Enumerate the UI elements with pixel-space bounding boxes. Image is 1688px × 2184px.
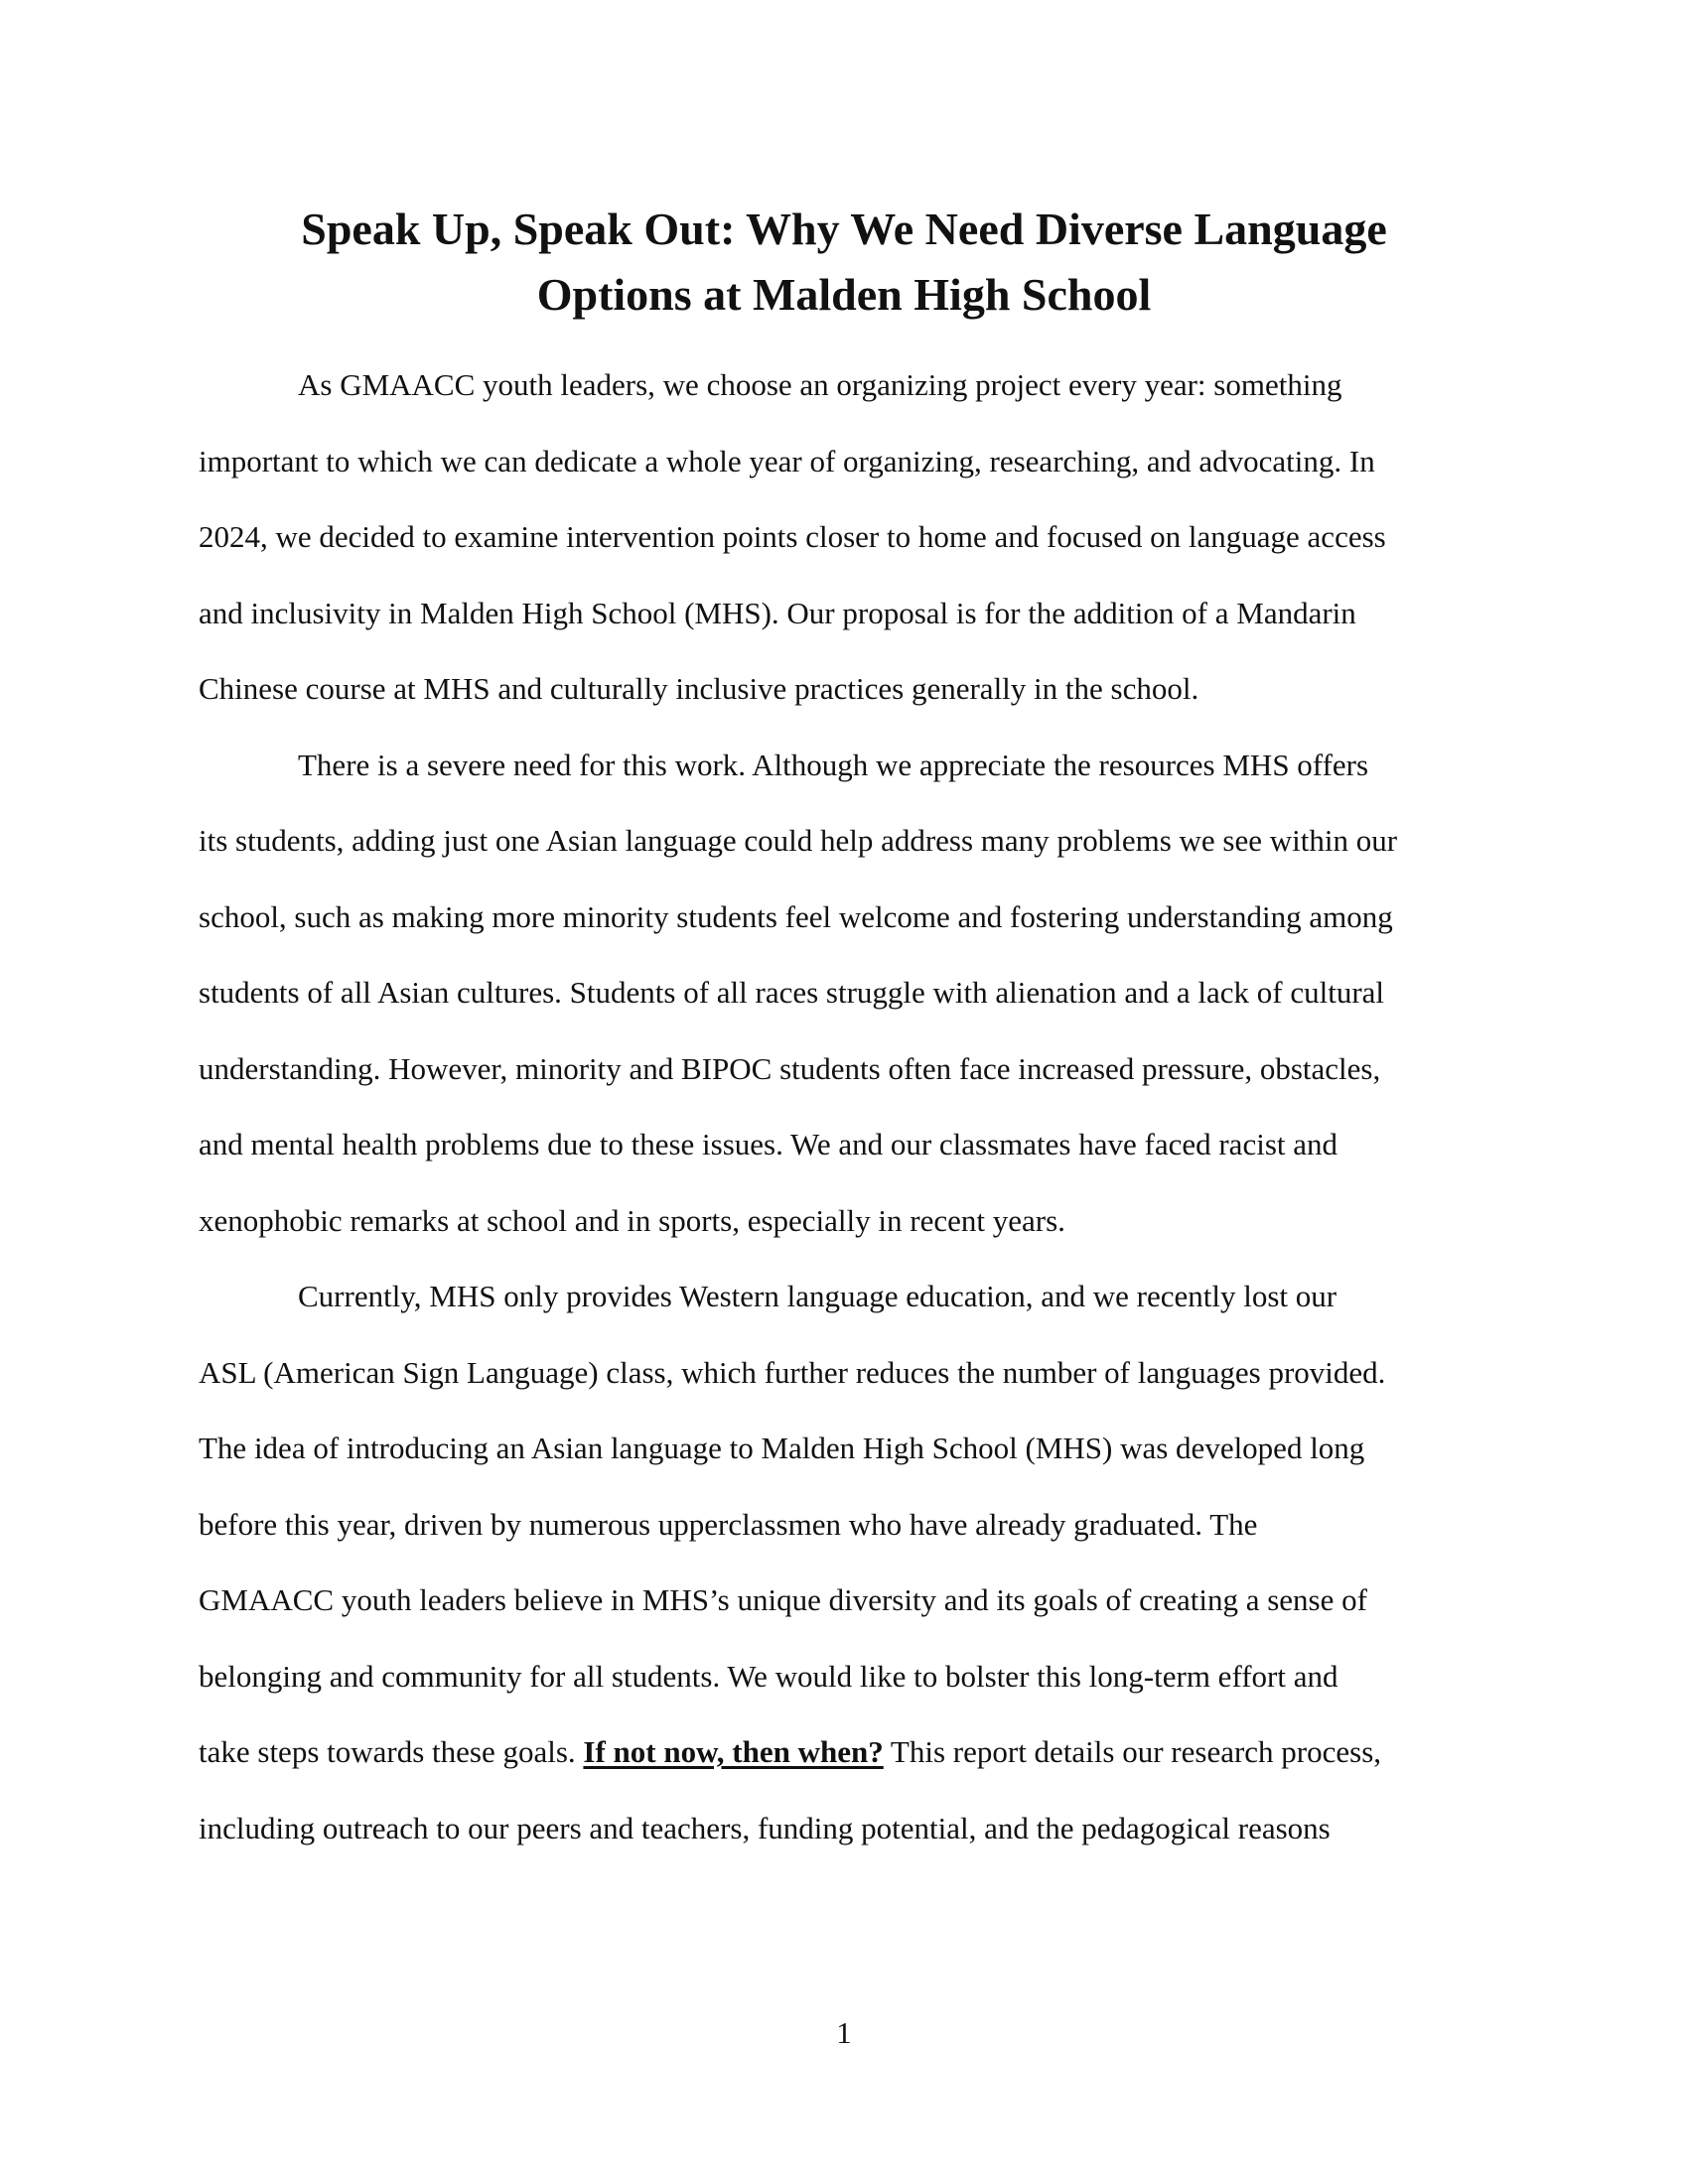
text-fragment: take steps towards these goals. <box>199 1734 584 1769</box>
text-line: GMAACC youth leaders believe in MHS’s unique diversity and its goals of creating a sense of <box>199 1582 1367 1617</box>
text-line: As GMAACC youth leaders, we choose an organizing project every year: something <box>298 367 1342 402</box>
text-line: Chinese course at MHS and culturally inclusive practices generally in the school. <box>199 671 1199 706</box>
text-line: There is a severe need for this work. Although we appreciate the resources MHS offers <box>298 747 1369 782</box>
text-fragment: This report details our research process, <box>883 1734 1382 1769</box>
text-line: The idea of introducing an Asian language to Malden High School (MHS) was developed long <box>199 1431 1365 1465</box>
page-number: 1 <box>836 2015 852 2050</box>
text-line: and inclusivity in Malden High School (MHS). Our proposal is for the addition of a Mandarin <box>199 595 1356 630</box>
paragraph-current <box>199 1259 1489 1866</box>
text-line: and mental health problems due to these issues. We and our classmates have faced racist and <box>199 1127 1337 1161</box>
paragraph-need <box>199 728 1489 1260</box>
text-line-with-emphasis <box>199 1714 1489 1791</box>
text-line: including outreach to our peers and teachers, funding potential, and the pedagogical reasons <box>199 1810 1331 1845</box>
document-body <box>199 347 1489 1866</box>
text-line: understanding. However, minority and BIPOC students often face increased pressure, obstacles, <box>199 1050 1381 1086</box>
emphasis-question: If not now, then when? <box>583 1734 884 1769</box>
text-line: its students, adding just one Asian language could help address many problems we see within our <box>199 823 1398 858</box>
text-line: Currently, MHS only provides Western language education, and we recently lost our <box>298 1279 1337 1313</box>
text-line: belonging and community for all students. We would like to bolster this long-term effort and <box>199 1658 1338 1694</box>
text-line: before this year, driven by numerous upperclassmen who have already graduated. The <box>199 1506 1258 1542</box>
text-line: xenophobic remarks at school and in sports, especially in recent years. <box>199 1202 1065 1238</box>
text-line: 2024, we decided to examine intervention points closer to home and focused on language access <box>199 519 1386 554</box>
text-line: ASL (American Sign Language) class, which further reduces the number of languages provided. <box>199 1354 1386 1390</box>
text-line: students of all Asian cultures. Students of all races struggle with alienation and a lack of cultural <box>199 975 1385 1010</box>
title-line: Options at Malden High School <box>536 269 1152 320</box>
title-line: Speak Up, Speak Out: Why We Need Diverse Language <box>301 204 1387 254</box>
document-title <box>199 197 1489 328</box>
paragraph-intro <box>199 347 1489 728</box>
text-line: school, such as making more minority students feel welcome and fostering understanding among <box>199 898 1393 934</box>
text-line: important to which we can dedicate a whole year of organizing, researching, and advocating. In <box>199 443 1375 478</box>
